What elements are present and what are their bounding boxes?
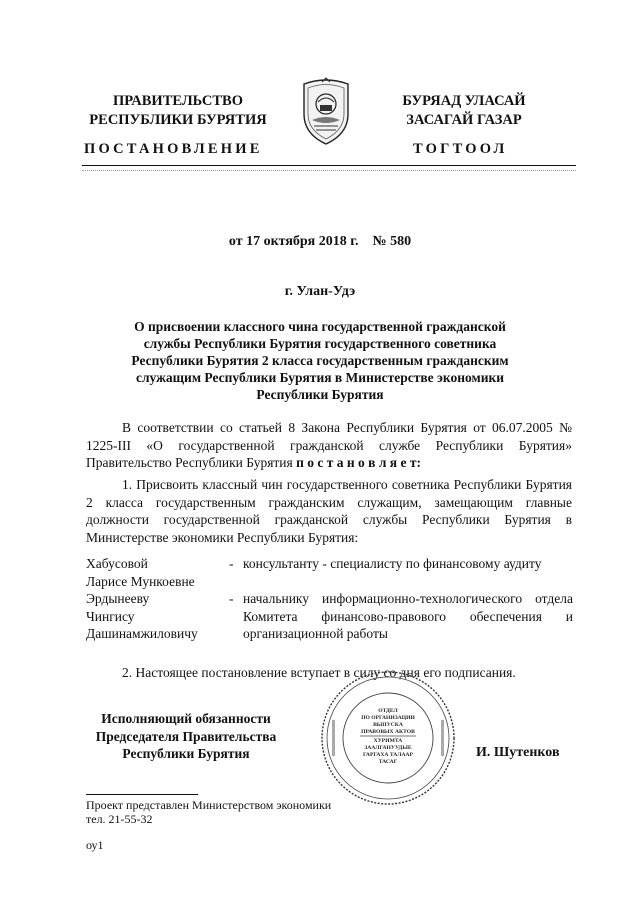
list-dash: - (229, 556, 234, 571)
doc-type-russian: ПОСТАНОВЛЕНИЕ (84, 141, 263, 157)
header-dotted-line (82, 170, 576, 175)
person-position: консультанту - специалисту по финансовому аудиту (243, 556, 542, 571)
date-and-number: от 17 октября 2018 г. № 580 (228, 234, 412, 249)
footer-note: Проект представлен Министерством экономики тел. 21-55-32 (86, 798, 332, 826)
person-position: начальнику информационно-технологического отдела Комитета финансово-правового обеспечения и организационной работы (243, 591, 573, 641)
stamp-text-line: ХУРИМТА (373, 738, 403, 744)
stamp-text-line: ПО ОРГАНИЗАЦИИ (361, 715, 415, 721)
title-line: Республики Бурятия (256, 387, 384, 402)
coat-of-arms-emblem (298, 76, 354, 146)
preamble-paragraph: В соответствии со статьей 8 Закона Республики Бурятия от 06.07.2005 № 1225-III «О государственной гражданской службе Республики Бурятия» Правительство Республики Бурятия п о с т а н о в л я е т: (86, 420, 572, 470)
stamp-text-line: ГАРГАХА ТАЛААР (362, 752, 414, 758)
stamp-text-line: ОТДЕЛ (378, 708, 398, 714)
point-1-paragraph: 1. Присвоить классный чин государственного советника Республики Бурятия 2 класса государственным гражданским служащим, замещающим главные должности государственной гражданской службы Республики Бурятия в Министерстве экономики Республики Бурятия: (86, 477, 572, 545)
person-name: Эрдынееву Чингису Дашинамжиловичу (86, 591, 198, 641)
official-stamp (318, 668, 458, 808)
government-name-russian: ПРАВИТЕЛЬСТВО РЕСПУБЛИКИ БУРЯТИЯ (89, 93, 267, 128)
title-line: О присвоении классного чина государственной гражданской (134, 319, 506, 334)
stamp-text-line: ЗААЛГАНУУДЫЕ (364, 745, 412, 751)
point-2-paragraph: 2. Настоящее постановление вступает в силу со дня его подписания. (122, 665, 516, 680)
person-name: Хабусовой Ларисе Мункоевне (86, 556, 195, 589)
stamp-text-line: ПРАВОВЫХ АКТОВ (361, 729, 415, 735)
footer-code: оу1 (86, 838, 104, 852)
stamp-text-line: ВЫПУСКА (373, 722, 403, 728)
footer-divider (86, 794, 198, 795)
government-name-buryat: БУРЯАД УЛАСАЙ ЗАСАГАЙ ГАЗАР (402, 93, 526, 128)
decree-word: п о с т а н о в л я е т: (296, 455, 421, 470)
title-line: Республики Бурятия 2 класса государственным гражданским (131, 353, 509, 368)
title-line: служащим Республики Бурятия в Министерстве экономики (135, 370, 505, 385)
document-title (60, 318, 580, 403)
city: г. Улан-Удэ (284, 284, 356, 299)
list-dash: - (229, 591, 234, 606)
doc-type-buryat: ТОГТООЛ (413, 141, 508, 157)
title-line: службы Республики Бурятия государственного советника (143, 336, 497, 351)
signatory-title: Исполняющий обязанности Председателя Правительства Республики Бурятия (95, 711, 277, 761)
stamp-text-line: ТАСАГ (378, 759, 398, 765)
header-divider (82, 165, 576, 166)
signer-name: И. Шутенков (476, 745, 560, 760)
